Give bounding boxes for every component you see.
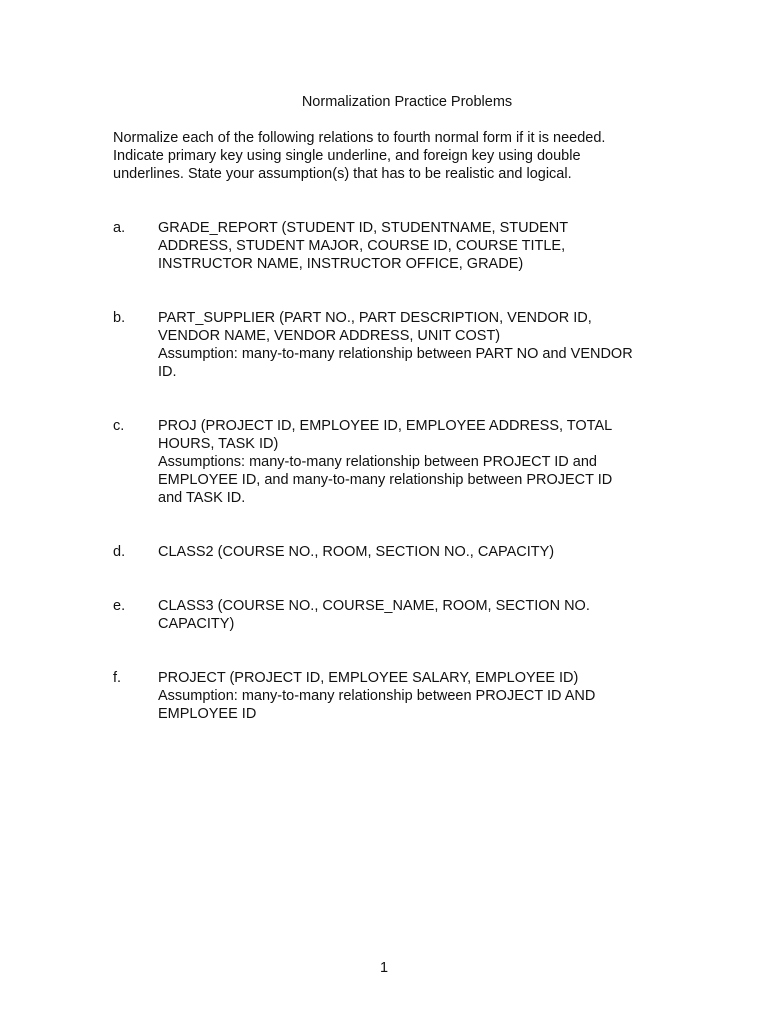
problem-line: and TASK ID.	[158, 490, 246, 506]
problem-letter: f.	[113, 670, 122, 686]
problem-line: PROJ (PROJECT ID, EMPLOYEE ID, EMPLOYEE ADDRESS, TOTAL	[158, 418, 613, 434]
problem-line: CAPACITY)	[158, 616, 235, 632]
problem-letter: d.	[113, 544, 126, 560]
problem-line: PART_SUPPLIER (PART NO., PART DESCRIPTION, VENDOR ID,	[158, 310, 592, 326]
problem-text	[158, 543, 678, 561]
problem-text	[158, 669, 678, 723]
problem-line: EMPLOYEE ID	[158, 706, 257, 722]
problem-letter: c.	[113, 418, 125, 434]
problem-text	[158, 309, 678, 381]
problem-line: GRADE_REPORT (STUDENT ID, STUDENTNAME, STUDENT	[158, 220, 569, 236]
problem-letter: e.	[113, 598, 126, 614]
problem-letter: a.	[113, 220, 126, 236]
problem-line: Assumption: many-to-many relationship between PART NO and VENDOR	[158, 346, 633, 362]
problem-line: INSTRUCTOR NAME, INSTRUCTOR OFFICE, GRADE)	[158, 256, 524, 272]
problem-line: CLASS2 (COURSE NO., ROOM, SECTION NO., CAPACITY)	[158, 544, 555, 560]
document-title: Normalization Practice Problems	[301, 94, 513, 110]
intro-line: Indicate primary key using single underline, and foreign key using double	[113, 148, 581, 164]
problem-line: VENDOR NAME, VENDOR ADDRESS, UNIT COST)	[158, 328, 501, 344]
problem-line: Assumptions: many-to-many relationship between PROJECT ID and	[158, 454, 597, 470]
problem-line: EMPLOYEE ID, and many-to-many relationship between PROJECT ID	[158, 472, 613, 488]
problem-letter: b.	[113, 310, 126, 326]
intro-line: Normalize each of the following relations to fourth normal form if it is needed.	[113, 130, 606, 146]
problem-line: Assumption: many-to-many relationship between PROJECT ID AND	[158, 688, 596, 704]
problem-line: PROJECT (PROJECT ID, EMPLOYEE SALARY, EMPLOYEE ID)	[158, 670, 579, 686]
problem-text	[158, 417, 678, 507]
problem-line: CLASS3 (COURSE NO., COURSE_NAME, ROOM, SECTION NO.	[158, 598, 590, 614]
problem-text	[158, 597, 678, 633]
problem-line: HOURS, TASK ID)	[158, 436, 279, 452]
problem-text	[158, 219, 678, 273]
problem-line: ADDRESS, STUDENT MAJOR, COURSE ID, COURSE TITLE,	[158, 238, 566, 254]
intro-paragraph	[113, 129, 673, 183]
page-number: 1	[379, 960, 389, 976]
problem-line: ID.	[158, 364, 177, 380]
intro-line: underlines. State your assumption(s) that has to be realistic and logical.	[113, 166, 572, 182]
